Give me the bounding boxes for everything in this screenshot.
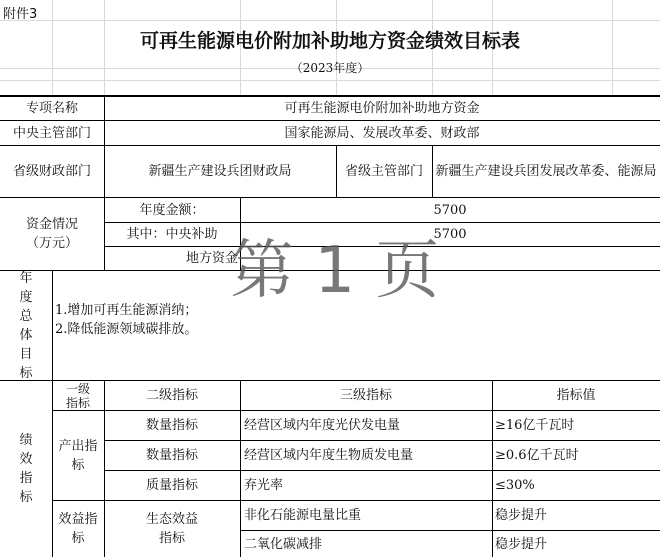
item-l2: 数量指标 <box>145 448 198 463</box>
header-level1-line1: 一级 <box>65 381 90 396</box>
item-value: ≤30% <box>495 478 535 493</box>
page-watermark: 第 1 页 <box>230 234 440 308</box>
year-label: （2023年度） <box>290 60 370 75</box>
output-indicator-label <box>52 411 104 500</box>
benefit-label-line2: 标 <box>71 531 85 546</box>
gridline <box>0 80 660 81</box>
benefit-indicator-label <box>52 501 104 557</box>
item-l2: 数量指标 <box>145 418 198 433</box>
item-value: ≥0.6亿千瓦时 <box>495 448 579 463</box>
page-title: 可再生能源电价附加补助地方资金绩效目标表 <box>139 29 520 52</box>
prov-dept-value: 新疆生产建设兵团发展改革委、能源局 <box>435 164 657 179</box>
header-level1-line2: 指标 <box>65 395 90 410</box>
item-l2: 质量指标 <box>145 478 198 493</box>
item-value: ≥16亿千瓦时 <box>495 418 575 433</box>
central-subsidy-label: 其中：中央补助 <box>126 227 218 242</box>
header-value: 指标值 <box>556 388 596 403</box>
item-value: 稳步提升 <box>495 536 548 552</box>
item-l3: 非化石能源电量比重 <box>244 508 362 523</box>
overall-goal-label <box>0 271 52 380</box>
item-l3: 弃光率 <box>244 478 284 493</box>
prov-dept-label: 省级主管部门 <box>344 164 423 179</box>
output-label-line1: 产出指 <box>58 438 98 454</box>
prov-finance-value: 新疆生产建设兵团财政局 <box>148 164 292 179</box>
overall-goal-char: 标 <box>19 365 33 381</box>
eco-label-line2: 指标 <box>158 531 185 546</box>
annual-amount-value: 5700 <box>433 202 467 218</box>
output-label-line2: 标 <box>71 457 85 473</box>
perf-indicators-label <box>0 381 52 557</box>
central-subsidy-value: 5700 <box>433 227 467 242</box>
header-level1 <box>52 381 104 410</box>
overall-goal-char: 年 <box>19 270 33 286</box>
header-level3: 三级指标 <box>339 388 392 403</box>
perf-label-char: 标 <box>19 490 33 505</box>
item-l3: 经营区域内年度光伏发电量 <box>244 418 401 433</box>
goal-2: 2.降低能源领域碳排放。 <box>55 322 198 337</box>
central-dept-label: 中央主管部门 <box>12 125 91 141</box>
overall-goal-char: 目 <box>19 346 33 362</box>
eco-label-line1: 生态效益 <box>145 512 198 527</box>
header-level2: 二级指标 <box>145 388 198 403</box>
prov-finance-label: 省级财政部门 <box>12 164 91 179</box>
perf-label-char: 效 <box>19 452 33 467</box>
funds-label <box>0 198 104 270</box>
local-funds-label: 地方资金 <box>185 251 238 266</box>
central-dept-value: 国家能源局、发展改革委、财政部 <box>284 125 480 141</box>
goal-1: 1.增加可再生能源消纳； <box>55 303 198 318</box>
perf-label-char: 绩 <box>19 433 33 448</box>
overall-goal-char: 总 <box>19 308 33 324</box>
project-name-label: 专项名称 <box>25 101 78 116</box>
benefit-label-line1: 效益指 <box>58 512 98 527</box>
perf-label-char: 指 <box>19 471 33 486</box>
item-value: 稳步提升 <box>495 508 548 523</box>
overall-goal-char: 度 <box>19 289 33 305</box>
item-l3: 经营区域内年度生物质发电量 <box>244 448 414 463</box>
attachment-label: 附件3 <box>3 7 38 22</box>
gridline <box>0 20 660 21</box>
eco-benefit-label <box>104 501 240 557</box>
col-border <box>432 145 433 197</box>
project-name-value: 可再生能源电价附加补助地方资金 <box>284 101 480 116</box>
item-l3: 二氧化碳减排 <box>244 536 323 552</box>
overall-goal-char: 体 <box>19 327 33 343</box>
funds-label-line2: （万元） <box>25 236 78 251</box>
funds-label-line1: 资金情况 <box>25 217 78 232</box>
annual-amount-label: 年度金额： <box>139 202 205 218</box>
